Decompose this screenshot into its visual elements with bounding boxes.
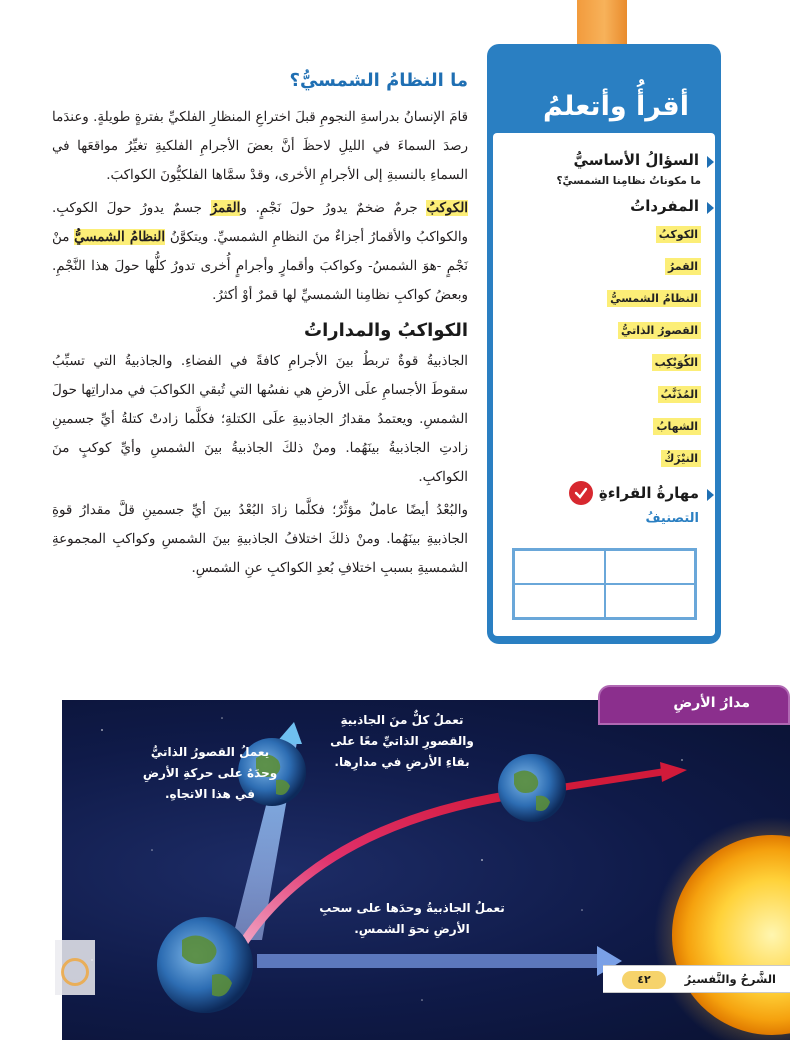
vocabulary-heading: المفرداتُ [505,197,701,215]
vocabulary-list [505,223,701,479]
vocab-item [505,223,701,255]
sidebar-title: أقرأُ وأتعلمُ [543,91,689,122]
keyword-solar-system: النظامُ الشمسيُّ [74,229,166,245]
vocab-item [505,351,701,383]
vocab-term: الكوكبُ [656,226,701,243]
caption-gravity: تعملُ الجاذبيةُ وحدَها على سحبِ الأرضِ نحوَ الشمسِ. [319,901,505,936]
vocab-term: المُذَنَّبُ [658,386,701,403]
caption-gravity-and-inertia: تعملُ كلٌّ منَ الجاذبيةِ والقصورِ الذاتيِّ معًا على بقاءِ الأرضِ في مدارِها. [330,713,474,769]
paragraph-2-text-b: جسمٌ يدورُ حولَ الكوكبِ. والكواكبُ والأقمارُ أجزاءٌ منَ النظامِ الشمسيِّ. ويتكوَّنُ [52,201,469,245]
paragraph-2-text-a: جرمٌ ضخمٌ يدورُ حولَ نَجْمٍ. و [240,201,427,216]
paragraph-3: الجاذبيةُ قوةٌ تربطُ بينَ الأجرامِ كافةً في الفضاءِ. والجاذبيةُ التي تسبِّبُ سقوطَ الأجسامِ علَى الأرضِ هي نفسُها التي تُبقي الكواكبَ في مداراتِها حولَ الشمسِ. ويعتمدُ مقدارُ الجاذبيةِ علَى الكتلةِ؛ فكلَّما زادتْ كتلةُ أيِّ جسمينِ زادتِ الجاذبيةُ بينَهُما. ومنْ ذلكَ الجاذبيةُ بينَ الشمسِ وأيِّ كوكبٍ منَ الكواكبِ. [52,354,468,485]
paragraph-2 [52,194,468,310]
earth-right [498,754,566,822]
vocab-item [505,447,701,479]
vocab-term: الشهابُ [653,418,701,435]
main-text [52,70,468,587]
vocab-item [505,383,701,415]
read-and-learn-sidebar [487,44,721,644]
footer-label: الشَّرحُ والتَّفسيرُ [684,972,776,986]
diagram-title-tab [598,685,790,725]
section-title: ما النظامُ الشمسيُّ؟ [289,70,468,91]
page-footer [603,965,790,993]
vocab-term: النيْزَكُ [661,450,701,467]
diagram-title: مدارُ الأرضِ [673,695,750,711]
vocab-item [505,415,701,447]
vocab-term: القمرُ [665,258,701,275]
essential-question-heading: السؤالُ الأساسيُّ [505,151,701,169]
reading-skill-name: التصنيفُ [645,511,699,526]
essential-question: ما مكوناتُ نظامِنا الشمسيِّ؟ [556,175,701,187]
earth-start [157,917,253,1013]
table-cell [514,550,605,584]
reading-skill-row [505,481,701,505]
classification-table [512,548,697,620]
keyword-moon: القمرُ [210,200,241,216]
sidebar-header [493,49,715,133]
vocab-item [505,319,701,351]
paragraph-1: قامَ الإنسانُ بدراسةِ النجومِ قبلَ اختراعِ المنظارِ الفلكيِّ بفترةٍ طويلةٍ. وعندَما رصدَ السماءَ في الليلِ لاحظَ أنَّ بعضَ الأجرامِ الفلكيةِ تغيِّرُ مواقعَها في السماءِ بالنسبةِ إلى الأجرامِ الأخرى، وقدْ سمَّاها الفلكيُّونَ الكواكبَ. [52,110,468,183]
keyword-planet: الكوكبُ [426,200,468,216]
section-subtitle: الكواكبُ والمداراتُ [303,320,468,341]
paragraph-4: والبُعْدُ أيضًا عاملٌ مؤثِّرٌ؛ فكلَّما زادَ البُعْدُ بينَ أيِّ جسمينِ قلَّ مقدارُ قوةِ الجاذبيةِ بينَهُما. ومنْ ذلكَ اختلافُ الجاذبيةِ بينَ الشمسِ وكواكبِ المجموعةِ الشمسيةِ بسببِ اختلافِ بُعدِ الكواكبِ عنِ الشمسِ. [52,503,468,576]
table-cell [605,550,696,584]
caption-inertia: يعملُ القصورُ الذاتيُّ وحدَهُ على حركةِ الأرضِ في هذا الاتجاهِ. [142,745,278,801]
vocab-term: النظامُ الشمسيُّ [607,290,701,307]
vocab-item [505,255,701,287]
paragraph-2-text-c: منْ نَجْمٍ -هوَ الشمسُ- وكواكبَ وأقمارٍ وأجرامٍ أُخرى تدورُ كلُّها حولَ هذا النَّجْمِ. وبعضُ كواكبِ نظامِنا الشمسيِّ لها قمرٌ أوْ أكثرُ. [52,230,468,303]
watermark-icon [55,940,95,995]
check-icon [569,481,593,505]
table-cell [605,584,696,618]
page-number: ٤٢ [622,971,666,989]
vocab-term: القصورُ الذاتيُّ [618,322,701,339]
reading-skill-heading: مهارةُ القراءةِ [598,484,699,502]
vocab-term: الكُوَيْكِب [652,354,701,371]
orbit-arrowhead [660,762,687,782]
table-cell [514,584,605,618]
sidebar-content [493,133,715,636]
vocab-item [505,287,701,319]
gravity-arrow [257,954,597,968]
